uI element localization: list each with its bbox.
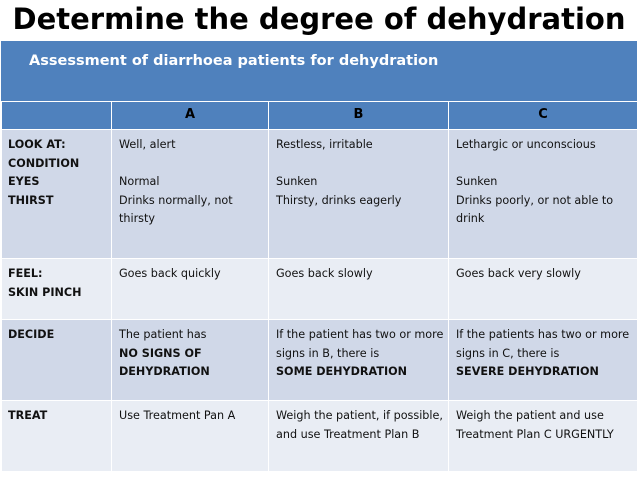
cell-decide-c: If the patients has two or more signs in C, there is SEVERE DEHYDRATION [449,320,638,401]
cell-feel-b: Goes back slowly [269,259,449,320]
column-header-c: C [449,102,638,130]
table-header-row [2,102,638,130]
column-header-a: A [112,102,269,130]
table-row-decide [2,320,638,401]
row-label-feel: FEEL: SKIN PINCH [2,259,112,320]
subtitle-banner [1,41,637,101]
column-header-b: B [269,102,449,130]
cell-look-a: Well, alert Normal Drinks normally, not thirsty [112,130,269,259]
cell-feel-a: Goes back quickly [112,259,269,320]
column-header-blank [2,102,112,130]
row-label-treat: TREAT [2,401,112,472]
row-label-decide: DECIDE [2,320,112,401]
cell-decide-a: The patient has NO SIGNS OF DEHYDRATION [112,320,269,401]
cell-decide-b: If the patient has two or more signs in B, there is SOME DEHYDRATION [269,320,449,401]
subtitle: Assessment of diarrhoea patients for dehydration [29,53,439,69]
table-row-feel [2,259,638,320]
cell-treat-b: Weigh the patient, if possible, and use Treatment Plan B [269,401,449,472]
page-title: Determine the degree of dehydration [12,2,626,36]
cell-look-c: Lethargic or unconscious Sunken Drinks poorly, or not able to drink [449,130,638,259]
cell-feel-c: Goes back very slowly [449,259,638,320]
table-row-treat [2,401,638,472]
cell-treat-a: Use Treatment Pan A [112,401,269,472]
row-label-look: LOOK AT: CONDITION EYES THIRST [2,130,112,259]
table-row-look [2,130,638,259]
cell-look-b: Restless, irritable Sunken Thirsty, drinks eagerly [269,130,449,259]
cell-treat-c: Weigh the patient and use Treatment Plan C URGENTLY [449,401,638,472]
dehydration-table [1,101,638,472]
